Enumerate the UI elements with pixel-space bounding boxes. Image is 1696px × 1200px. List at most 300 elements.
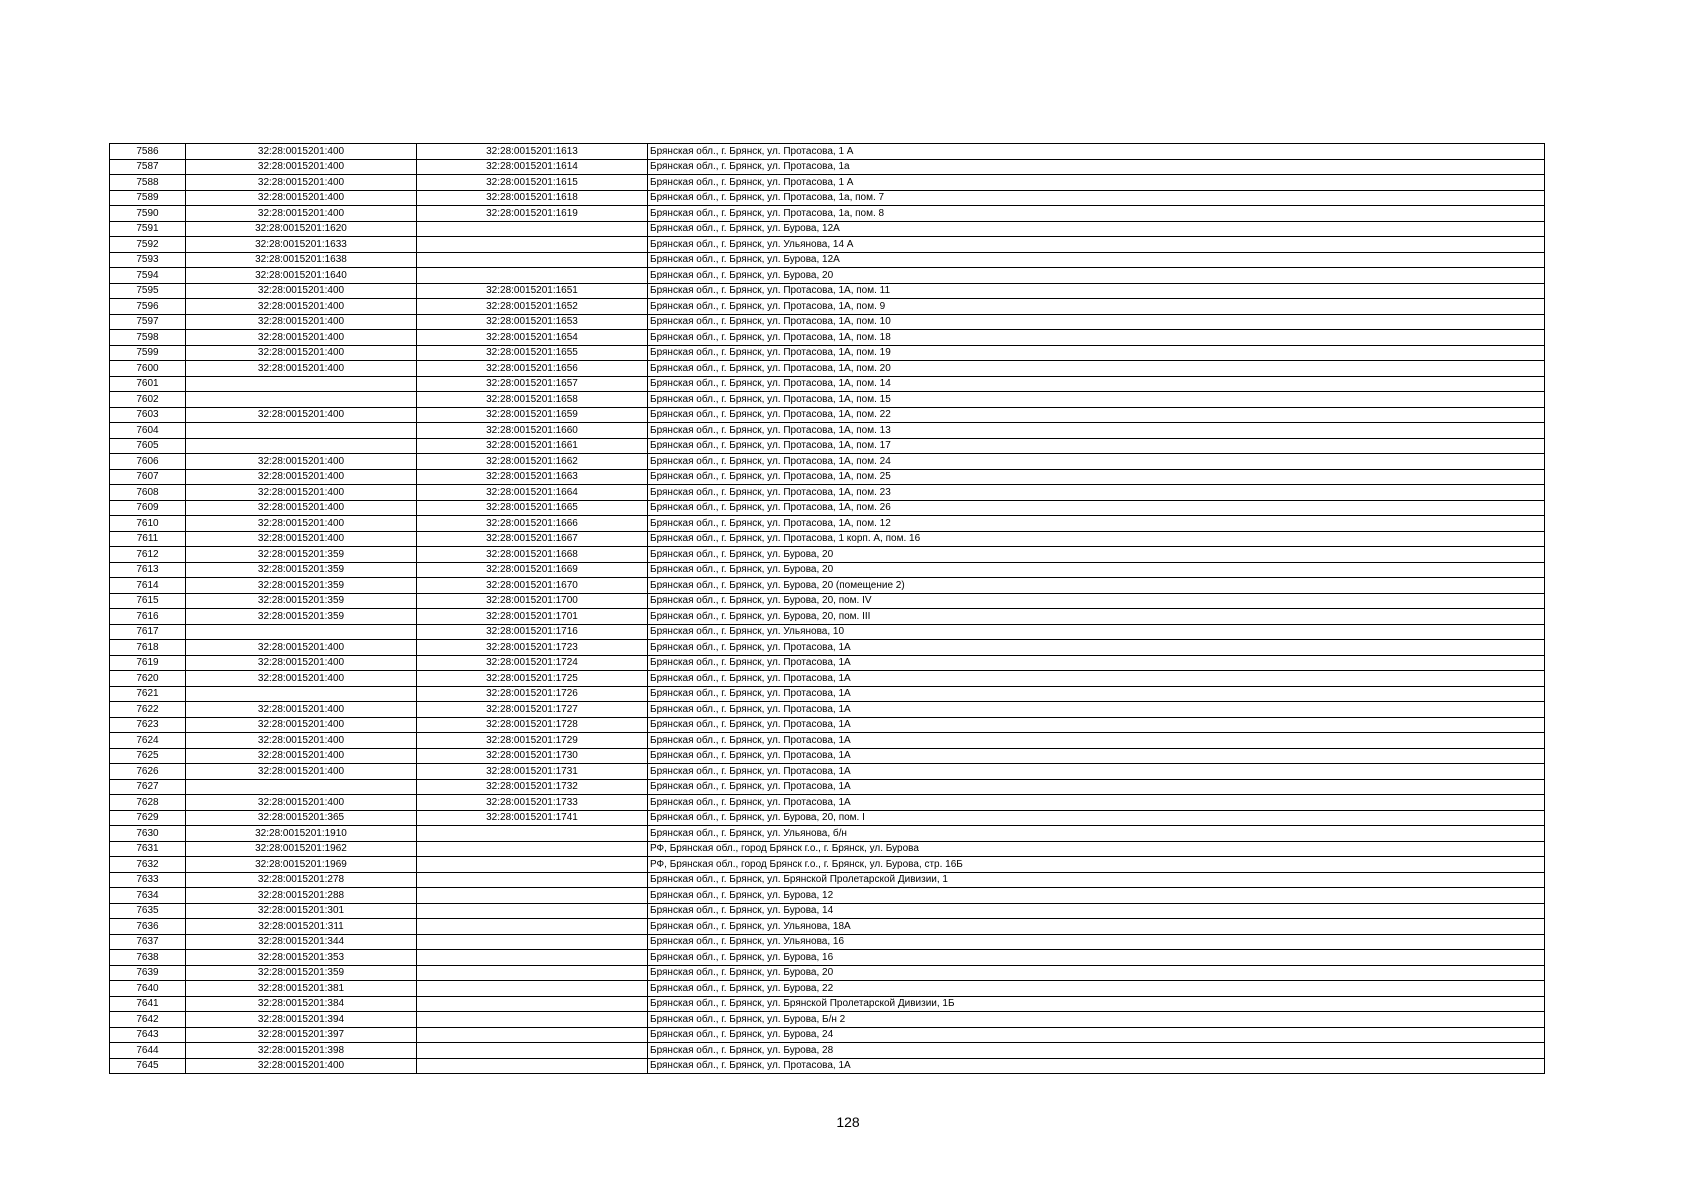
row-number-cell: 7598 (110, 330, 186, 346)
row-number-cell: 7642 (110, 1012, 186, 1028)
land-plot-cadastral-number-cell: 32:28:0015201:400 (186, 206, 417, 222)
table-row (110, 159, 1545, 175)
land-plot-cadastral-number-cell: 32:28:0015201:400 (186, 531, 417, 547)
object-cadastral-number-cell (417, 841, 648, 857)
address-cell: Брянская обл., г. Брянск, ул. Протасова, 1А (648, 655, 1545, 671)
row-number-cell: 7620 (110, 671, 186, 687)
land-plot-cadastral-number-cell: 32:28:0015201:400 (186, 748, 417, 764)
object-cadastral-number-cell: 32:28:0015201:1700 (417, 593, 648, 609)
row-number-cell: 7592 (110, 237, 186, 253)
address-cell: Брянская обл., г. Брянск, ул. Ульянова, 10 (648, 624, 1545, 640)
table-row (110, 423, 1545, 439)
land-plot-cadastral-number-cell: 32:28:0015201:400 (186, 469, 417, 485)
object-cadastral-number-cell (417, 221, 648, 237)
object-cadastral-number-cell: 32:28:0015201:1732 (417, 779, 648, 795)
table-row (110, 283, 1545, 299)
table-row (110, 1058, 1545, 1074)
row-number-cell: 7637 (110, 934, 186, 950)
row-number-cell: 7626 (110, 764, 186, 780)
land-plot-cadastral-number-cell: 32:28:0015201:278 (186, 872, 417, 888)
land-plot-cadastral-number-cell: 32:28:0015201:400 (186, 516, 417, 532)
table-row (110, 1027, 1545, 1043)
row-number-cell: 7621 (110, 686, 186, 702)
table-row (110, 624, 1545, 640)
object-cadastral-number-cell: 32:28:0015201:1727 (417, 702, 648, 718)
address-cell: Брянская обл., г. Брянск, ул. Протасова, 1А, пом. 17 (648, 438, 1545, 454)
land-plot-cadastral-number-cell: 32:28:0015201:381 (186, 981, 417, 997)
object-cadastral-number-cell: 32:28:0015201:1618 (417, 190, 648, 206)
table-row (110, 640, 1545, 656)
object-cadastral-number-cell (417, 268, 648, 284)
table-row (110, 764, 1545, 780)
land-plot-cadastral-number-cell: 32:28:0015201:359 (186, 578, 417, 594)
row-number-cell: 7644 (110, 1043, 186, 1059)
land-plot-cadastral-number-cell: 32:28:0015201:400 (186, 175, 417, 191)
land-plot-cadastral-number-cell: 32:28:0015201:353 (186, 950, 417, 966)
table-row (110, 376, 1545, 392)
row-number-cell: 7603 (110, 407, 186, 423)
table-row (110, 206, 1545, 222)
land-plot-cadastral-number-cell: 32:28:0015201:400 (186, 314, 417, 330)
row-number-cell: 7606 (110, 454, 186, 470)
row-number-cell: 7608 (110, 485, 186, 501)
land-plot-cadastral-number-cell: 32:28:0015201:1633 (186, 237, 417, 253)
table-row (110, 252, 1545, 268)
table-row (110, 175, 1545, 191)
row-number-cell: 7636 (110, 919, 186, 935)
land-plot-cadastral-number-cell: 32:28:0015201:400 (186, 717, 417, 733)
address-cell: Брянская обл., г. Брянск, ул. Бурова, 22 (648, 981, 1545, 997)
land-plot-cadastral-number-cell: 32:28:0015201:400 (186, 485, 417, 501)
object-cadastral-number-cell (417, 826, 648, 842)
land-plot-cadastral-number-cell: 32:28:0015201:397 (186, 1027, 417, 1043)
address-cell: Брянская обл., г. Брянск, ул. Бурова, 20 (648, 547, 1545, 563)
address-cell: Брянская обл., г. Брянск, ул. Протасова, 1А (648, 733, 1545, 749)
row-number-cell: 7589 (110, 190, 186, 206)
land-plot-cadastral-number-cell: 32:28:0015201:384 (186, 996, 417, 1012)
row-number-cell: 7617 (110, 624, 186, 640)
row-number-cell: 7641 (110, 996, 186, 1012)
table-row (110, 671, 1545, 687)
row-number-cell: 7600 (110, 361, 186, 377)
land-plot-cadastral-number-cell: 32:28:0015201:359 (186, 547, 417, 563)
address-cell: Брянская обл., г. Брянск, ул. Протасова, 1А (648, 640, 1545, 656)
page-number: 128 (836, 1114, 860, 1130)
row-number-cell: 7622 (110, 702, 186, 718)
land-plot-cadastral-number-cell: 32:28:0015201:1638 (186, 252, 417, 268)
object-cadastral-number-cell: 32:28:0015201:1667 (417, 531, 648, 547)
land-plot-cadastral-number-cell: 32:28:0015201:400 (186, 299, 417, 315)
object-cadastral-number-cell: 32:28:0015201:1741 (417, 810, 648, 826)
land-plot-cadastral-number-cell: 32:28:0015201:288 (186, 888, 417, 904)
address-cell: Брянская обл., г. Брянск, ул. Протасова, 1а, пом. 7 (648, 190, 1545, 206)
address-cell: Брянская обл., г. Брянск, ул. Протасова, 1А, пом. 25 (648, 469, 1545, 485)
row-number-cell: 7630 (110, 826, 186, 842)
address-cell: Брянская обл., г. Брянск, ул. Протасова, 1А, пом. 15 (648, 392, 1545, 408)
address-cell: Брянская обл., г. Брянск, ул. Протасова, 1А (648, 671, 1545, 687)
object-cadastral-number-cell: 32:28:0015201:1661 (417, 438, 648, 454)
table-row (110, 531, 1545, 547)
address-cell: Брянская обл., г. Брянск, ул. Бурова, 20, пом. I (648, 810, 1545, 826)
object-cadastral-number-cell (417, 950, 648, 966)
object-cadastral-number-cell: 32:28:0015201:1655 (417, 345, 648, 361)
row-number-cell: 7613 (110, 562, 186, 578)
row-number-cell: 7590 (110, 206, 186, 222)
land-plot-cadastral-number-cell: 32:28:0015201:365 (186, 810, 417, 826)
object-cadastral-number-cell: 32:28:0015201:1619 (417, 206, 648, 222)
row-number-cell: 7591 (110, 221, 186, 237)
row-number-cell: 7607 (110, 469, 186, 485)
address-cell: Брянская обл., г. Брянск, ул. Бурова, 28 (648, 1043, 1545, 1059)
address-cell: Брянская обл., г. Брянск, ул. Бурова, 12А (648, 221, 1545, 237)
object-cadastral-number-cell: 32:28:0015201:1659 (417, 407, 648, 423)
address-cell: Брянская обл., г. Брянск, ул. Протасова, 1А, пом. 20 (648, 361, 1545, 377)
address-cell: Брянская обл., г. Брянск, ул. Протасова, 1а, пом. 8 (648, 206, 1545, 222)
table-row (110, 857, 1545, 873)
table-row (110, 547, 1545, 563)
address-cell: Брянская обл., г. Брянск, ул. Брянской Пролетарской Дивизии, 1Б (648, 996, 1545, 1012)
address-cell: Брянская обл., г. Брянск, ул. Протасова, 1А (648, 748, 1545, 764)
address-cell: Брянская обл., г. Брянск, ул. Протасова, 1 А (648, 144, 1545, 160)
table-row (110, 190, 1545, 206)
land-plot-cadastral-number-cell (186, 423, 417, 439)
object-cadastral-number-cell: 32:28:0015201:1657 (417, 376, 648, 392)
row-number-cell: 7609 (110, 500, 186, 516)
table-row (110, 562, 1545, 578)
object-cadastral-number-cell: 32:28:0015201:1652 (417, 299, 648, 315)
row-number-cell: 7645 (110, 1058, 186, 1074)
land-plot-cadastral-number-cell: 32:28:0015201:359 (186, 562, 417, 578)
object-cadastral-number-cell: 32:28:0015201:1733 (417, 795, 648, 811)
land-plot-cadastral-number-cell: 32:28:0015201:359 (186, 965, 417, 981)
land-plot-cadastral-number-cell: 32:28:0015201:400 (186, 764, 417, 780)
land-plot-cadastral-number-cell: 32:28:0015201:400 (186, 345, 417, 361)
row-number-cell: 7615 (110, 593, 186, 609)
address-cell: Брянская обл., г. Брянск, ул. Протасова, 1 А (648, 175, 1545, 191)
land-plot-cadastral-number-cell (186, 624, 417, 640)
row-number-cell: 7614 (110, 578, 186, 594)
object-cadastral-number-cell: 32:28:0015201:1666 (417, 516, 648, 532)
land-plot-cadastral-number-cell: 32:28:0015201:400 (186, 361, 417, 377)
land-plot-cadastral-number-cell (186, 376, 417, 392)
row-number-cell: 7593 (110, 252, 186, 268)
address-cell: Брянская обл., г. Брянск, ул. Протасова, 1А, пом. 24 (648, 454, 1545, 470)
row-number-cell: 7599 (110, 345, 186, 361)
address-cell: Брянская обл., г. Брянск, ул. Ульянова, 18А (648, 919, 1545, 935)
address-cell: РФ, Брянская обл., город Брянск г.о., г. Брянск, ул. Бурова, стр. 16Б (648, 857, 1545, 873)
table-row (110, 841, 1545, 857)
object-cadastral-number-cell: 32:28:0015201:1668 (417, 547, 648, 563)
row-number-cell: 7596 (110, 299, 186, 315)
object-cadastral-number-cell: 32:28:0015201:1728 (417, 717, 648, 733)
table-row (110, 609, 1545, 625)
address-cell: Брянская обл., г. Брянск, ул. Протасова, 1А (648, 686, 1545, 702)
row-number-cell: 7604 (110, 423, 186, 439)
table-row (110, 981, 1545, 997)
address-cell: Брянская обл., г. Брянск, ул. Протасова, 1А, пом. 12 (648, 516, 1545, 532)
object-cadastral-number-cell: 32:28:0015201:1664 (417, 485, 648, 501)
row-number-cell: 7629 (110, 810, 186, 826)
row-number-cell: 7611 (110, 531, 186, 547)
land-plot-cadastral-number-cell: 32:28:0015201:400 (186, 702, 417, 718)
address-cell: Брянская обл., г. Брянск, ул. Бурова, 20 (648, 268, 1545, 284)
row-number-cell: 7586 (110, 144, 186, 160)
row-number-cell: 7627 (110, 779, 186, 795)
land-plot-cadastral-number-cell: 32:28:0015201:400 (186, 640, 417, 656)
table-row (110, 516, 1545, 532)
object-cadastral-number-cell: 32:28:0015201:1658 (417, 392, 648, 408)
land-plot-cadastral-number-cell (186, 438, 417, 454)
row-number-cell: 7640 (110, 981, 186, 997)
land-plot-cadastral-number-cell: 32:28:0015201:400 (186, 655, 417, 671)
land-plot-cadastral-number-cell: 32:28:0015201:400 (186, 733, 417, 749)
object-cadastral-number-cell: 32:28:0015201:1726 (417, 686, 648, 702)
table-row (110, 268, 1545, 284)
land-plot-cadastral-number-cell: 32:28:0015201:400 (186, 283, 417, 299)
table-row (110, 469, 1545, 485)
land-plot-cadastral-number-cell: 32:28:0015201:400 (186, 500, 417, 516)
row-number-cell: 7643 (110, 1027, 186, 1043)
table-row (110, 810, 1545, 826)
table-row (110, 748, 1545, 764)
land-plot-cadastral-number-cell: 32:28:0015201:400 (186, 1058, 417, 1074)
row-number-cell: 7588 (110, 175, 186, 191)
address-cell: Брянская обл., г. Брянск, ул. Протасова, 1А, пом. 9 (648, 299, 1545, 315)
object-cadastral-number-cell: 32:28:0015201:1656 (417, 361, 648, 377)
table-row (110, 795, 1545, 811)
land-plot-cadastral-number-cell: 32:28:0015201:1640 (186, 268, 417, 284)
object-cadastral-number-cell (417, 981, 648, 997)
address-cell: Брянская обл., г. Брянск, ул. Брянской Пролетарской Дивизии, 1 (648, 872, 1545, 888)
object-cadastral-number-cell: 32:28:0015201:1651 (417, 283, 648, 299)
object-cadastral-number-cell (417, 903, 648, 919)
land-plot-cadastral-number-cell: 32:28:0015201:400 (186, 330, 417, 346)
object-cadastral-number-cell: 32:28:0015201:1701 (417, 609, 648, 625)
table-row (110, 314, 1545, 330)
table-row (110, 361, 1545, 377)
object-cadastral-number-cell: 32:28:0015201:1615 (417, 175, 648, 191)
table-row (110, 996, 1545, 1012)
address-cell: Брянская обл., г. Брянск, ул. Протасова, 1А, пом. 10 (648, 314, 1545, 330)
table-row (110, 330, 1545, 346)
object-cadastral-number-cell: 32:28:0015201:1669 (417, 562, 648, 578)
row-number-cell: 7610 (110, 516, 186, 532)
table-row (110, 144, 1545, 160)
address-cell: Брянская обл., г. Брянск, ул. Бурова, 20, пом. IV (648, 593, 1545, 609)
address-cell: Брянская обл., г. Брянск, ул. Ульянова, 16 (648, 934, 1545, 950)
address-cell: Брянская обл., г. Брянск, ул. Бурова, 20, пом. III (648, 609, 1545, 625)
object-cadastral-number-cell: 32:28:0015201:1725 (417, 671, 648, 687)
row-number-cell: 7639 (110, 965, 186, 981)
land-plot-cadastral-number-cell: 32:28:0015201:1910 (186, 826, 417, 842)
address-cell: Брянская обл., г. Брянск, ул. Протасова, 1а (648, 159, 1545, 175)
object-cadastral-number-cell (417, 237, 648, 253)
table-row (110, 1012, 1545, 1028)
address-cell: Брянская обл., г. Брянск, ул. Бурова, 20 (648, 562, 1545, 578)
land-plot-cadastral-number-cell (186, 686, 417, 702)
table-row (110, 593, 1545, 609)
land-plot-cadastral-number-cell: 32:28:0015201:400 (186, 795, 417, 811)
table-row (110, 733, 1545, 749)
land-plot-cadastral-number-cell: 32:28:0015201:398 (186, 1043, 417, 1059)
address-cell: Брянская обл., г. Брянск, ул. Протасова, 1А, пом. 14 (648, 376, 1545, 392)
object-cadastral-number-cell (417, 872, 648, 888)
object-cadastral-number-cell (417, 1043, 648, 1059)
address-cell: Брянская обл., г. Брянск, ул. Протасова, 1А (648, 702, 1545, 718)
object-cadastral-number-cell: 32:28:0015201:1654 (417, 330, 648, 346)
land-plot-cadastral-number-cell: 32:28:0015201:400 (186, 144, 417, 160)
row-number-cell: 7625 (110, 748, 186, 764)
row-number-cell: 7628 (110, 795, 186, 811)
land-plot-cadastral-number-cell: 32:28:0015201:400 (186, 407, 417, 423)
object-cadastral-number-cell: 32:28:0015201:1724 (417, 655, 648, 671)
row-number-cell: 7624 (110, 733, 186, 749)
address-cell: Брянская обл., г. Брянск, ул. Ульянова, б/н (648, 826, 1545, 842)
table-row (110, 345, 1545, 361)
table-row (110, 888, 1545, 904)
row-number-cell: 7635 (110, 903, 186, 919)
row-number-cell: 7601 (110, 376, 186, 392)
object-cadastral-number-cell (417, 1027, 648, 1043)
address-cell: Брянская обл., г. Брянск, ул. Протасова, 1А (648, 795, 1545, 811)
land-plot-cadastral-number-cell: 32:28:0015201:1969 (186, 857, 417, 873)
row-number-cell: 7632 (110, 857, 186, 873)
address-cell: Брянская обл., г. Брянск, ул. Бурова, 20 (648, 965, 1545, 981)
address-cell: Брянская обл., г. Брянск, ул. Протасова, 1А, пом. 26 (648, 500, 1545, 516)
address-cell: Брянская обл., г. Брянск, ул. Протасова, 1А, пом. 13 (648, 423, 1545, 439)
table-row (110, 702, 1545, 718)
land-plot-cadastral-number-cell (186, 779, 417, 795)
table-row (110, 438, 1545, 454)
object-cadastral-number-cell (417, 1058, 648, 1074)
row-number-cell: 7612 (110, 547, 186, 563)
row-number-cell: 7602 (110, 392, 186, 408)
address-cell: Брянская обл., г. Брянск, ул. Протасова, 1А, пом. 22 (648, 407, 1545, 423)
row-number-cell: 7634 (110, 888, 186, 904)
object-cadastral-number-cell (417, 888, 648, 904)
address-cell: Брянская обл., г. Брянск, ул. Бурова, 20 (помещение 2) (648, 578, 1545, 594)
land-plot-cadastral-number-cell: 32:28:0015201:1620 (186, 221, 417, 237)
object-cadastral-number-cell: 32:28:0015201:1731 (417, 764, 648, 780)
land-plot-cadastral-number-cell: 32:28:0015201:1962 (186, 841, 417, 857)
object-cadastral-number-cell (417, 919, 648, 935)
land-plot-cadastral-number-cell: 32:28:0015201:400 (186, 190, 417, 206)
row-number-cell: 7623 (110, 717, 186, 733)
object-cadastral-number-cell (417, 1012, 648, 1028)
object-cadastral-number-cell: 32:28:0015201:1665 (417, 500, 648, 516)
table-row (110, 655, 1545, 671)
object-cadastral-number-cell: 32:28:0015201:1663 (417, 469, 648, 485)
address-cell: Брянская обл., г. Брянск, ул. Бурова, Б/н 2 (648, 1012, 1545, 1028)
land-plot-cadastral-number-cell (186, 392, 417, 408)
row-number-cell: 7616 (110, 609, 186, 625)
row-number-cell: 7597 (110, 314, 186, 330)
table-row (110, 237, 1545, 253)
address-cell: Брянская обл., г. Брянск, ул. Протасова, 1А, пом. 23 (648, 485, 1545, 501)
object-cadastral-number-cell (417, 965, 648, 981)
table-row (110, 221, 1545, 237)
address-cell: Брянская обл., г. Брянск, ул. Бурова, 12 (648, 888, 1545, 904)
object-cadastral-number-cell (417, 252, 648, 268)
table-row (110, 407, 1545, 423)
address-cell: Брянская обл., г. Брянск, ул. Протасова, 1А, пом. 19 (648, 345, 1545, 361)
table-row (110, 950, 1545, 966)
object-cadastral-number-cell: 32:28:0015201:1730 (417, 748, 648, 764)
land-plot-cadastral-number-cell: 32:28:0015201:400 (186, 671, 417, 687)
address-cell: РФ, Брянская обл., город Брянск г.о., г. Брянск, ул. Бурова (648, 841, 1545, 857)
table-row (110, 872, 1545, 888)
land-plot-cadastral-number-cell: 32:28:0015201:344 (186, 934, 417, 950)
land-plot-cadastral-number-cell: 32:28:0015201:359 (186, 593, 417, 609)
object-cadastral-number-cell: 32:28:0015201:1653 (417, 314, 648, 330)
object-cadastral-number-cell: 32:28:0015201:1613 (417, 144, 648, 160)
object-cadastral-number-cell: 32:28:0015201:1660 (417, 423, 648, 439)
object-cadastral-number-cell (417, 857, 648, 873)
table-row (110, 965, 1545, 981)
row-number-cell: 7605 (110, 438, 186, 454)
address-cell: Брянская обл., г. Брянск, ул. Бурова, 14 (648, 903, 1545, 919)
land-plot-cadastral-number-cell: 32:28:0015201:311 (186, 919, 417, 935)
row-number-cell: 7633 (110, 872, 186, 888)
address-cell: Брянская обл., г. Брянск, ул. Протасова, 1А (648, 779, 1545, 795)
row-number-cell: 7631 (110, 841, 186, 857)
land-plot-cadastral-number-cell: 32:28:0015201:394 (186, 1012, 417, 1028)
land-plot-cadastral-number-cell: 32:28:0015201:359 (186, 609, 417, 625)
table-row (110, 826, 1545, 842)
row-number-cell: 7587 (110, 159, 186, 175)
table-row (110, 934, 1545, 950)
object-cadastral-number-cell: 32:28:0015201:1614 (417, 159, 648, 175)
table-row (110, 485, 1545, 501)
row-number-cell: 7595 (110, 283, 186, 299)
table-row (110, 392, 1545, 408)
cadastral-registry-table (109, 143, 1545, 1074)
table-row (110, 903, 1545, 919)
land-plot-cadastral-number-cell: 32:28:0015201:400 (186, 159, 417, 175)
row-number-cell: 7619 (110, 655, 186, 671)
row-number-cell: 7618 (110, 640, 186, 656)
object-cadastral-number-cell (417, 934, 648, 950)
table-row (110, 686, 1545, 702)
table-row (110, 454, 1545, 470)
address-cell: Брянская обл., г. Брянск, ул. Протасова, 1А, пом. 11 (648, 283, 1545, 299)
land-plot-cadastral-number-cell: 32:28:0015201:400 (186, 454, 417, 470)
table-row (110, 578, 1545, 594)
table-row (110, 717, 1545, 733)
address-cell: Брянская обл., г. Брянск, ул. Протасова, 1А (648, 764, 1545, 780)
address-cell: Брянская обл., г. Брянск, ул. Протасова, 1А (648, 717, 1545, 733)
table-row (110, 1043, 1545, 1059)
table-row (110, 779, 1545, 795)
object-cadastral-number-cell: 32:28:0015201:1723 (417, 640, 648, 656)
address-cell: Брянская обл., г. Брянск, ул. Протасова, 1А (648, 1058, 1545, 1074)
address-cell: Брянская обл., г. Брянск, ул. Бурова, 12А (648, 252, 1545, 268)
object-cadastral-number-cell: 32:28:0015201:1670 (417, 578, 648, 594)
table-row (110, 919, 1545, 935)
object-cadastral-number-cell: 32:28:0015201:1662 (417, 454, 648, 470)
table-row (110, 500, 1545, 516)
row-number-cell: 7638 (110, 950, 186, 966)
address-cell: Брянская обл., г. Брянск, ул. Бурова, 24 (648, 1027, 1545, 1043)
registry-table-body (110, 144, 1545, 1074)
address-cell: Брянская обл., г. Брянск, ул. Протасова, 1 корп. А, пом. 16 (648, 531, 1545, 547)
object-cadastral-number-cell: 32:28:0015201:1729 (417, 733, 648, 749)
object-cadastral-number-cell: 32:28:0015201:1716 (417, 624, 648, 640)
address-cell: Брянская обл., г. Брянск, ул. Протасова, 1А, пом. 18 (648, 330, 1545, 346)
object-cadastral-number-cell (417, 996, 648, 1012)
row-number-cell: 7594 (110, 268, 186, 284)
table-row (110, 299, 1545, 315)
